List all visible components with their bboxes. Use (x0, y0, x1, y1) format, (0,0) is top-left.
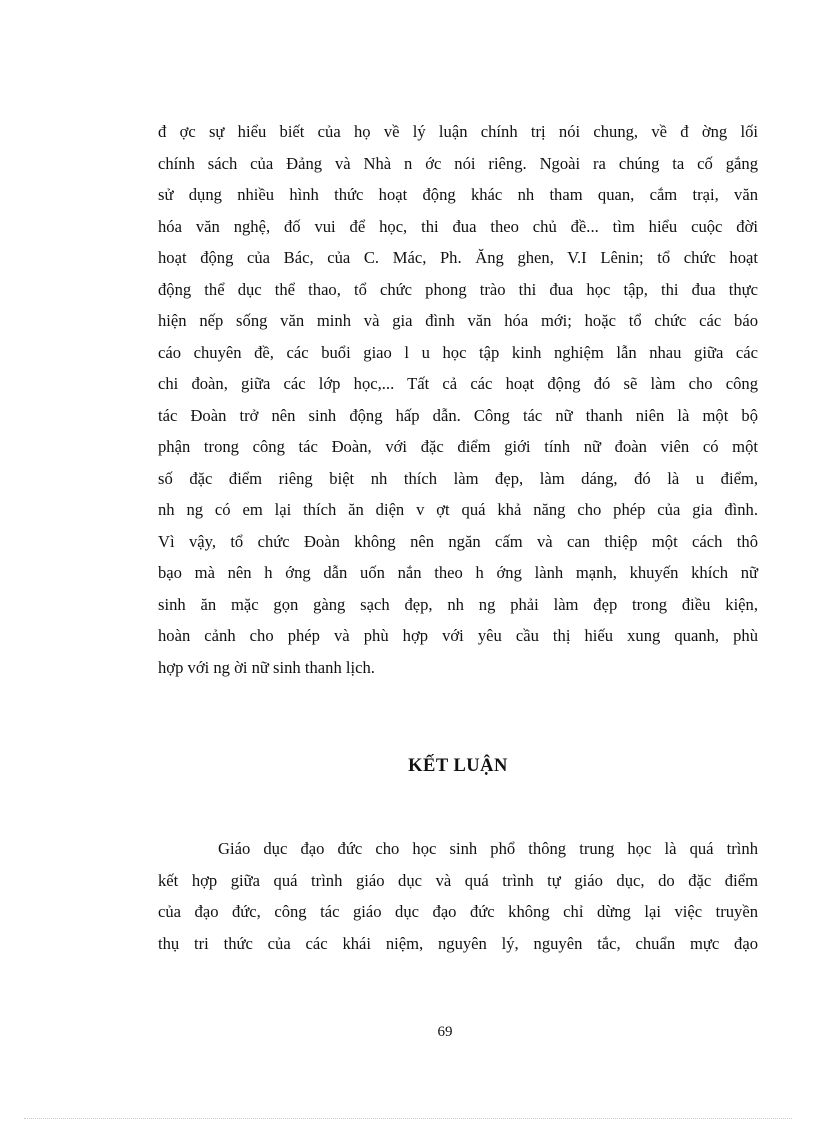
text-line: của đạo đức, công tác giáo dục đạo đức không chỉ dừng lại việc truyền (158, 902, 758, 921)
text-line: nh ng có em lại thích ăn diện v ợt quá khả năng cho phép của gia đình. (158, 500, 758, 519)
text-line: hoàn cảnh cho phép và phù hợp với yêu cầu thị hiếu xung quanh, phù (158, 626, 758, 645)
text-line: hợp với ng ời nữ sinh thanh lịch. (158, 657, 375, 677)
footer-divider (24, 1118, 792, 1119)
text-line: bạo mà nên h ớng dẫn uốn nắn theo h ớng lành mạnh, khuyến khích nữ (158, 563, 758, 582)
body-paragraph-1 (158, 116, 758, 683)
text-line: động thể dục thể thao, tổ chức phong trào thi đua học tập, thi đua thực (158, 279, 758, 299)
text-line: tác Đoàn trở nên sinh động hấp dẫn. Công tác nữ thanh niên là một bộ (158, 405, 758, 425)
text-line: thụ tri thức của các khái niệm, nguyên lý, nguyên tắc, chuẩn mực đạo (158, 933, 758, 953)
text-line: sử dụng nhiều hình thức hoạt động khác nh tham quan, cắm trại, văn (158, 185, 758, 204)
page-number: 69 (437, 1024, 453, 1040)
text-line: Vì vậy, tổ chức Đoàn không nên ngăn cấm và can thiệp một cách thô (158, 531, 758, 551)
text-line: hóa văn nghệ, đố vui để học, thi đua theo chủ đề... tìm hiểu cuộc đời (158, 216, 758, 236)
text-line: hiện nếp sống văn minh và gia đình văn hóa mới; hoặc tổ chức các báo (158, 311, 758, 330)
text-line: hoạt động của Bác, của C. Mác, Ph. Ăng ghen, V.I Lênin; tổ chức hoạt (158, 248, 758, 267)
text-line: đ ợc sự hiểu biết của họ về lý luận chính trị nói chung, về đ ờng lối (158, 122, 758, 141)
text-line: sinh ăn mặc gọn gàng sạch đẹp, nh ng phải làm đẹp trong điều kiện, (158, 594, 758, 614)
body-paragraph-2 (158, 833, 758, 959)
text-line: Giáo dục đạo đức cho học sinh phổ thông trung học là quá trình (218, 839, 758, 858)
text-line: chính sách của Đảng và Nhà n ớc nói riêng. Ngoài ra chúng ta cố gắng (158, 153, 758, 173)
text-line: cáo chuyên đề, các buổi giao l u học tập kinh nghiệm lẫn nhau giữa các (158, 342, 758, 362)
text-line: kết hợp giữa quá trình giáo dục và quá trình tự giáo dục, do đặc điểm (158, 870, 758, 890)
text-line: chi đoàn, giữa các lớp học,... Tất cả các hoạt động đó sẽ làm cho công (158, 374, 758, 393)
text-line: số đặc điểm riêng biệt nh thích làm đẹp, làm dáng, đó là u điểm, (158, 468, 758, 488)
text-line: phận trong công tác Đoàn, với đặc điểm giới tính nữ đoàn viên có một (158, 437, 758, 456)
section-heading: KẾT LUẬN (408, 756, 508, 776)
